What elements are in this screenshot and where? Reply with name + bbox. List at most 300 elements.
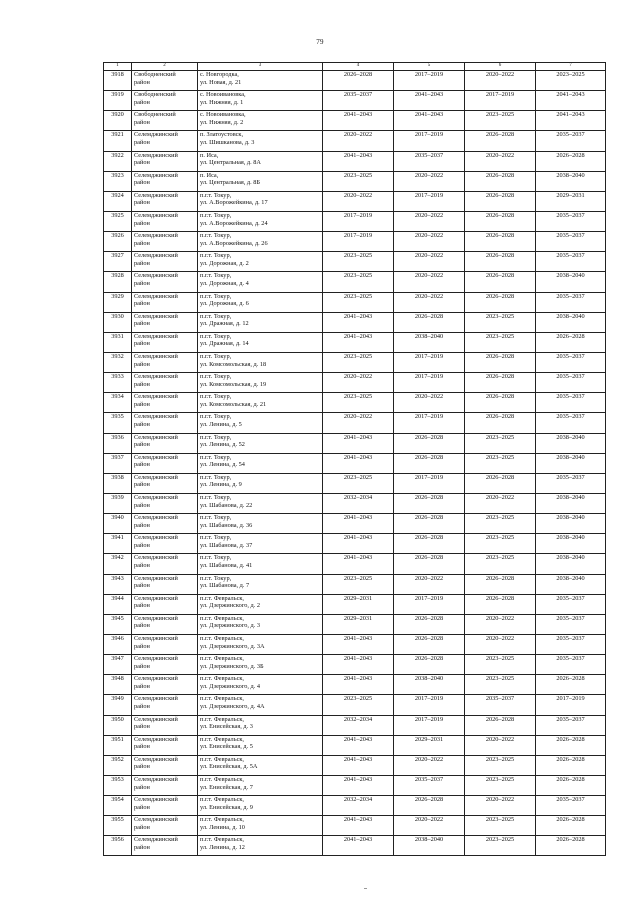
period-cell-line: 2026–2028	[414, 655, 444, 663]
district-cell-line: Селемджинский	[134, 655, 178, 663]
row-number-cell-line: 3927	[111, 252, 124, 260]
column-number-header: 1	[104, 63, 132, 71]
period-cell	[323, 614, 394, 634]
period-cell	[465, 393, 536, 413]
period-cell	[323, 493, 394, 513]
period-cell-line: 2020–2022	[414, 171, 444, 179]
district-cell	[132, 554, 198, 574]
address-cell-line: ул. Дражная, д. 12	[200, 320, 249, 328]
table-row	[104, 151, 606, 171]
period-cell-line: 2041–2043	[343, 534, 373, 542]
period-cell	[323, 171, 394, 191]
district-cell	[132, 574, 198, 594]
period-cell	[323, 534, 394, 554]
row-number-cell	[104, 433, 132, 453]
period-cell-line: 2038–2040	[556, 574, 585, 582]
period-cell-line: 2026–2028	[485, 352, 515, 360]
period-cell-line: 2029–2031	[343, 594, 373, 602]
table-row	[104, 312, 606, 332]
address-cell-line: ул. Дзержинского, д. 4	[200, 682, 261, 690]
period-cell-line: 2026–2028	[414, 312, 444, 320]
district-cell	[132, 594, 198, 614]
district-cell-line: Свободненский	[134, 91, 176, 99]
period-cell	[323, 191, 394, 211]
address-cell-line: п.г.т. Токур,	[200, 332, 232, 340]
district-cell	[132, 352, 198, 372]
period-cell-line: 2041–2043	[556, 91, 585, 99]
table-row	[104, 735, 606, 755]
column-number-header-row	[104, 63, 606, 71]
period-cell-line: 2032–2034	[343, 493, 373, 501]
period-cell	[394, 393, 465, 413]
period-cell	[323, 695, 394, 715]
period-cell	[394, 211, 465, 231]
row-number-cell-line: 3940	[111, 514, 124, 522]
address-cell	[198, 91, 323, 111]
row-number-cell	[104, 111, 132, 131]
period-cell-line: 2017–2019	[414, 413, 444, 421]
period-cell	[394, 433, 465, 453]
row-number-cell	[104, 836, 132, 856]
period-cell	[465, 816, 536, 836]
row-number-cell-line: 3935	[111, 413, 124, 421]
period-cell-line: 2026–2028	[485, 473, 515, 481]
address-cell-line: п.г.т. Токур,	[200, 493, 232, 501]
period-cell	[536, 796, 606, 816]
table-row	[104, 816, 606, 836]
row-number-cell	[104, 312, 132, 332]
row-number-cell-line: 3929	[111, 292, 124, 300]
address-cell-line: ул. Енисейская, д. 9	[200, 803, 253, 811]
period-cell	[323, 836, 394, 856]
address-cell-line: ул. Комсомольская, д. 19	[200, 380, 267, 388]
address-cell-line: ул. Комсомольская, д. 21	[200, 400, 267, 408]
period-cell	[465, 171, 536, 191]
row-number-cell	[104, 755, 132, 775]
address-cell	[198, 111, 323, 131]
row-number-cell	[104, 514, 132, 534]
period-cell	[536, 393, 606, 413]
period-cell-line: 2023–2025	[343, 171, 373, 179]
period-cell-line: 2038–2040	[556, 433, 585, 441]
district-cell-line: район	[134, 501, 150, 509]
period-cell	[394, 111, 465, 131]
period-cell	[394, 514, 465, 534]
table-row	[104, 695, 606, 715]
period-cell-line: 2023–2025	[485, 332, 515, 340]
period-cell-line: 2020–2022	[485, 796, 515, 804]
period-cell-line: 2026–2028	[485, 211, 515, 219]
district-cell-line: район	[134, 320, 150, 328]
period-cell	[394, 413, 465, 433]
district-cell-line: Селемджинский	[134, 735, 178, 743]
address-cell	[198, 514, 323, 534]
period-cell-line: 2020–2022	[414, 816, 444, 824]
period-cell	[465, 594, 536, 614]
period-cell	[536, 131, 606, 151]
period-cell-line: 2026–2028	[414, 433, 444, 441]
period-cell-line: 2023–2025	[485, 534, 515, 542]
district-cell	[132, 252, 198, 272]
row-number-cell	[104, 413, 132, 433]
table-row	[104, 413, 606, 433]
period-cell-line: 2026–2028	[485, 373, 515, 381]
housing-repair-schedule-table	[103, 62, 606, 856]
table-row	[104, 71, 606, 91]
table-row	[104, 292, 606, 312]
address-cell-line: ул. Нижняя, д. 1	[200, 98, 244, 106]
district-cell	[132, 373, 198, 393]
district-cell-line: район	[134, 602, 150, 610]
address-cell-line: п.г.т. Февральск,	[200, 735, 245, 743]
period-cell	[394, 574, 465, 594]
address-cell	[198, 554, 323, 574]
period-cell	[536, 272, 606, 292]
row-number-cell	[104, 332, 132, 352]
row-number-cell-line: 3947	[111, 655, 124, 663]
period-cell	[323, 211, 394, 231]
district-cell-line: Селемджинский	[134, 312, 178, 320]
period-cell	[323, 151, 394, 171]
period-cell-line: 2023–2025	[485, 111, 515, 119]
period-cell	[465, 735, 536, 755]
address-cell-line: п.г.т. Февральск,	[200, 796, 245, 804]
address-cell-line: ул. Ленина, д. 52	[200, 441, 245, 449]
district-cell-line: Селемджинский	[134, 332, 178, 340]
period-cell-line: 2026–2028	[485, 272, 515, 280]
period-cell-line: 2026–2028	[414, 514, 444, 522]
address-cell	[198, 574, 323, 594]
period-cell-line: 2026–2028	[556, 775, 585, 783]
district-cell-line: Селемджинский	[134, 473, 178, 481]
district-cell	[132, 393, 198, 413]
district-cell-line: Селемджинский	[134, 836, 178, 844]
district-cell	[132, 312, 198, 332]
district-cell-line: Селемджинский	[134, 252, 178, 260]
district-cell-line: Селемджинский	[134, 393, 178, 401]
period-cell	[465, 493, 536, 513]
period-cell	[465, 131, 536, 151]
period-cell	[465, 211, 536, 231]
address-cell	[198, 272, 323, 292]
row-number-cell	[104, 393, 132, 413]
period-cell	[536, 634, 606, 654]
address-cell	[198, 171, 323, 191]
address-cell-line: ул. Енисейская, д. 3	[200, 723, 253, 731]
period-cell	[394, 332, 465, 352]
period-cell-line: 2035–2037	[343, 91, 373, 99]
period-cell-line: 2035–2037	[556, 252, 585, 260]
period-cell-line: 2026–2028	[485, 574, 515, 582]
column-number-header: 6	[465, 63, 536, 71]
period-cell-line: 2026–2028	[485, 413, 515, 421]
address-cell-line: п.г.т. Токур,	[200, 292, 232, 300]
period-cell	[465, 574, 536, 594]
period-cell	[465, 554, 536, 574]
period-cell-line: 2020–2022	[485, 71, 515, 78]
district-cell-line: район	[134, 340, 150, 348]
row-number-cell-line: 3925	[111, 211, 124, 219]
address-cell-line: ул. Дорожная, д. 6	[200, 300, 249, 308]
row-number-cell	[104, 252, 132, 272]
row-number-cell-line: 3920	[111, 111, 124, 119]
address-cell-line: п.г.т. Токур,	[200, 514, 232, 522]
table-row	[104, 493, 606, 513]
district-cell-line: Селемджинский	[134, 171, 178, 179]
address-cell-line: ул. Дзержинского, д. 3	[200, 622, 261, 630]
period-cell	[394, 91, 465, 111]
district-cell-line: Селемджинский	[134, 373, 178, 381]
district-cell	[132, 715, 198, 735]
period-cell	[394, 695, 465, 715]
period-cell-line: 2026–2028	[485, 715, 515, 723]
period-cell-line: 2026–2028	[414, 614, 444, 622]
period-cell-line: 2038–2040	[556, 171, 585, 179]
period-cell-line: 2017–2019	[414, 473, 444, 481]
table-row	[104, 836, 606, 856]
period-cell	[394, 171, 465, 191]
district-cell-line: район	[134, 380, 150, 388]
district-cell	[132, 695, 198, 715]
address-cell-line: п.г.т. Февральск,	[200, 675, 245, 683]
row-number-cell	[104, 735, 132, 755]
district-cell-line: район	[134, 179, 150, 187]
district-cell-line: Селемджинский	[134, 816, 178, 824]
row-number-cell	[104, 91, 132, 111]
period-cell	[394, 191, 465, 211]
period-cell	[536, 211, 606, 231]
district-cell	[132, 292, 198, 312]
period-cell	[536, 775, 606, 795]
period-cell-line: 2026–2028	[485, 252, 515, 260]
period-cell	[394, 131, 465, 151]
address-cell-line: п.г.т. Февральск,	[200, 775, 245, 783]
period-cell	[536, 473, 606, 493]
period-cell-line: 2023–2025	[485, 836, 515, 844]
row-number-cell-line: 3937	[111, 453, 124, 461]
address-cell	[198, 796, 323, 816]
address-cell-line: ул. Дорожная, д. 4	[200, 280, 249, 287]
district-cell-line: Свободненский	[134, 111, 176, 119]
period-cell	[323, 594, 394, 614]
row-number-cell-line: 3952	[111, 755, 124, 763]
address-cell-line: ул. Центральная, д. 8Б	[200, 179, 261, 187]
district-cell	[132, 111, 198, 131]
address-cell	[198, 433, 323, 453]
period-cell	[394, 232, 465, 252]
period-cell	[323, 312, 394, 332]
row-number-cell	[104, 493, 132, 513]
period-cell-line: 2020–2022	[414, 211, 444, 219]
period-cell	[323, 292, 394, 312]
address-cell-line: п.г.т. Токур,	[200, 232, 232, 240]
period-cell	[465, 413, 536, 433]
scan-speck	[364, 888, 367, 889]
row-number-cell	[104, 191, 132, 211]
period-cell	[465, 373, 536, 393]
period-cell-line: 2029–2031	[343, 614, 373, 622]
district-cell-line: район	[134, 420, 150, 428]
district-cell-line: район	[134, 239, 150, 247]
table-row	[104, 715, 606, 735]
address-cell-line: п.г.т. Токур,	[200, 413, 232, 421]
period-cell	[394, 151, 465, 171]
period-cell	[394, 71, 465, 91]
district-cell-line: Селемджинский	[134, 695, 178, 703]
district-cell-line: Селемджинский	[134, 534, 178, 542]
period-cell-line: 2035–2037	[556, 796, 585, 804]
row-number-cell-line: 3922	[111, 151, 124, 159]
address-cell-line: ул. Енисейская, д. 5	[200, 743, 253, 751]
period-cell	[465, 191, 536, 211]
column-number-header: 7	[536, 63, 606, 71]
row-number-cell	[104, 151, 132, 171]
period-cell	[536, 574, 606, 594]
period-cell-line: 2017–2019	[414, 373, 444, 381]
address-cell-line: ул. Шабанова, д. 37	[200, 541, 253, 549]
table-row	[104, 171, 606, 191]
period-cell	[465, 534, 536, 554]
address-cell-line: п.г.т. Токур,	[200, 252, 232, 260]
address-cell-line: ул. Дорожная, д. 2	[200, 259, 249, 267]
address-cell-line: п.г.т. Токур,	[200, 473, 232, 481]
district-cell-line: район	[134, 159, 150, 167]
address-cell	[198, 735, 323, 755]
row-number-cell	[104, 775, 132, 795]
period-cell-line: 2041–2043	[414, 91, 444, 99]
district-cell	[132, 232, 198, 252]
period-cell-line: 2035–2037	[556, 413, 585, 421]
address-cell-line: п.г.т. Февральск,	[200, 836, 245, 844]
address-cell-line: ул. Ленина, д. 10	[200, 823, 245, 831]
period-cell-line: 2038–2040	[556, 312, 585, 320]
address-cell-line: с. Новоивановка,	[200, 91, 246, 99]
district-cell	[132, 71, 198, 91]
row-number-cell-line: 3943	[111, 574, 124, 582]
period-cell-line: 2041–2043	[343, 755, 373, 763]
period-cell-line: 2041–2043	[343, 655, 373, 663]
period-cell	[394, 312, 465, 332]
address-cell-line: п. Иса,	[200, 171, 219, 179]
address-cell-line: п. Иса,	[200, 151, 219, 159]
period-cell-line: 2017–2019	[414, 71, 444, 78]
address-cell-line: ул. Шабанова, д. 22	[200, 501, 253, 509]
district-cell-line: Селемджинский	[134, 796, 178, 804]
district-cell-line: Селемджинский	[134, 715, 178, 723]
address-cell	[198, 775, 323, 795]
row-number-cell	[104, 695, 132, 715]
table-row	[104, 111, 606, 131]
period-cell	[394, 715, 465, 735]
period-cell-line: 2020–2022	[414, 393, 444, 401]
period-cell	[394, 755, 465, 775]
period-cell	[536, 71, 606, 91]
period-cell	[536, 292, 606, 312]
table-row	[104, 332, 606, 352]
row-number-cell-line: 3933	[111, 373, 124, 381]
column-number-header: 5	[394, 63, 465, 71]
period-cell	[536, 614, 606, 634]
row-number-cell	[104, 796, 132, 816]
period-cell-line: 2023–2025	[343, 574, 373, 582]
period-cell	[465, 111, 536, 131]
column-number-header: 4	[323, 63, 394, 71]
period-cell	[465, 715, 536, 735]
address-cell	[198, 493, 323, 513]
period-cell-line: 2023–2025	[556, 71, 585, 78]
district-cell-line: район	[134, 561, 150, 569]
district-cell	[132, 453, 198, 473]
period-cell-line: 2038–2040	[556, 514, 585, 522]
period-cell-line: 2035–2037	[556, 131, 585, 139]
period-cell-line: 2041–2043	[343, 675, 373, 683]
district-cell	[132, 534, 198, 554]
period-cell	[536, 252, 606, 272]
district-cell-line: Селемджинский	[134, 292, 178, 300]
period-cell-line: 2035–2037	[414, 151, 444, 159]
row-number-cell-line: 3942	[111, 554, 124, 562]
row-number-cell	[104, 71, 132, 91]
period-cell-line: 2023–2025	[485, 655, 515, 663]
period-cell	[465, 91, 536, 111]
row-number-cell-line: 3944	[111, 594, 124, 602]
period-cell-line: 2035–2037	[556, 211, 585, 219]
period-cell-line: 2026–2028	[414, 453, 444, 461]
district-cell	[132, 211, 198, 231]
district-cell-line: район	[134, 642, 150, 650]
district-cell-line: Селемджинский	[134, 574, 178, 582]
address-cell	[198, 534, 323, 554]
period-cell	[465, 655, 536, 675]
district-cell-line: Селемджинский	[134, 151, 178, 159]
period-cell-line: 2017–2019	[485, 91, 515, 99]
period-cell-line: 2023–2025	[343, 473, 373, 481]
period-cell	[323, 91, 394, 111]
period-cell-line: 2023–2025	[343, 695, 373, 703]
period-cell	[323, 332, 394, 352]
row-number-cell-line: 3919	[111, 91, 124, 99]
period-cell-line: 2041–2043	[556, 111, 585, 119]
period-cell	[536, 493, 606, 513]
row-number-cell	[104, 272, 132, 292]
district-cell	[132, 131, 198, 151]
period-cell-line: 2020–2022	[343, 373, 373, 381]
period-cell	[323, 413, 394, 433]
period-cell	[465, 232, 536, 252]
district-cell-line: район	[134, 139, 150, 147]
period-cell	[465, 836, 536, 856]
period-cell	[323, 816, 394, 836]
row-number-cell	[104, 675, 132, 695]
address-cell	[198, 413, 323, 433]
table-row	[104, 534, 606, 554]
district-cell	[132, 796, 198, 816]
period-cell	[323, 111, 394, 131]
table-row	[104, 614, 606, 634]
row-number-cell-line: 3930	[111, 312, 124, 320]
address-cell	[198, 191, 323, 211]
period-cell	[536, 111, 606, 131]
period-cell-line: 2020–2022	[343, 131, 373, 139]
period-cell	[536, 695, 606, 715]
district-cell-line: Селемджинский	[134, 493, 178, 501]
row-number-cell	[104, 594, 132, 614]
district-cell-line: Свободненский	[134, 71, 176, 78]
table-row	[104, 373, 606, 393]
period-cell-line: 2023–2025	[485, 312, 515, 320]
address-cell	[198, 151, 323, 171]
address-cell	[198, 312, 323, 332]
